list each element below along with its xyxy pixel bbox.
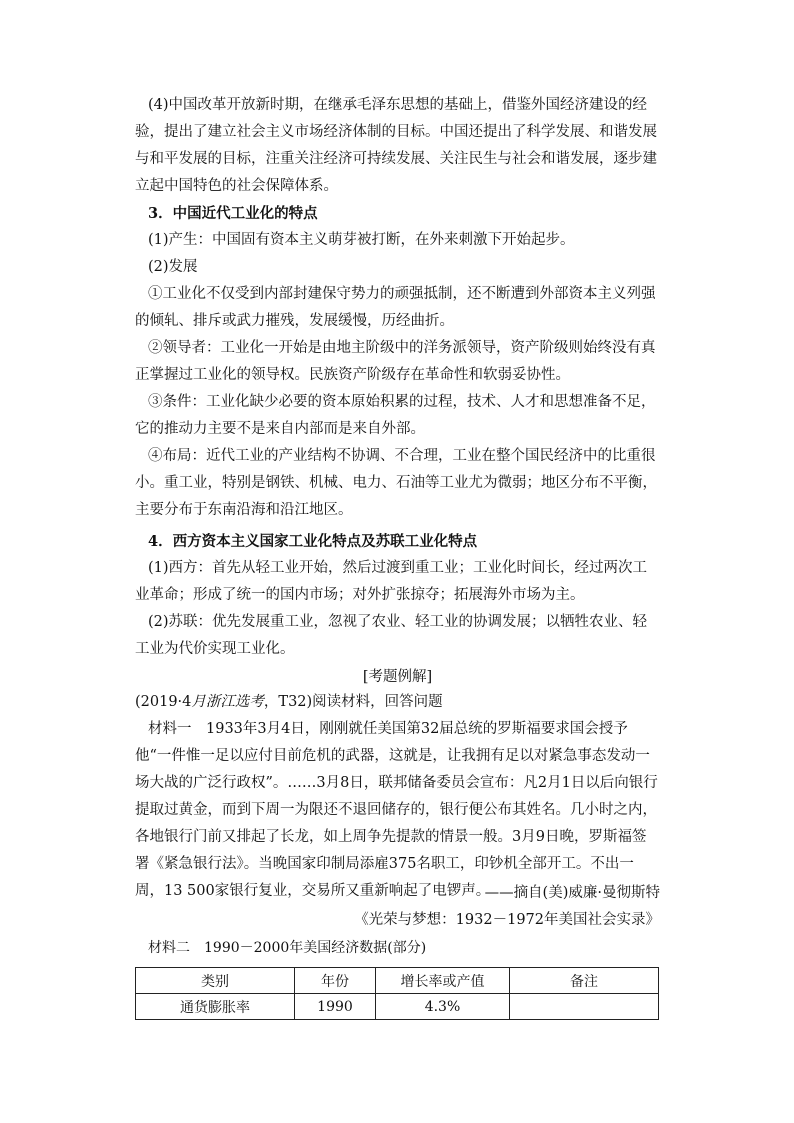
exam-source-suffix: ，T32)阅读材料，回答问题	[263, 694, 443, 710]
table-cell	[510, 994, 659, 1020]
economic-data-table	[135, 967, 659, 1020]
table-cell: 通货膨胀率	[136, 994, 295, 1020]
origin-paragraph: (1)产生：中国固有资本主义萌芽被打断，在外来刺激下开始起步。	[148, 232, 575, 248]
table-row	[136, 994, 659, 1020]
material-one-paragraph: 材料一 1933年3月4日，刚刚就任美国第32届总统的罗斯福要求国会授予他“一件惟一足以应付目前危机的武器，这就是，让我拥有足以对紧急事态发动一场大战的广泛行政权”。……3月8日，联邦储备委员会宣布：凡2月1日以后向银行提取过黄金，而到下周一为限还不退回储存的，银行便公布其姓名。几小时之内，各地银行门前又排起了长龙，如上周争先提款的情景一般。3月9日晚，罗斯福签署《紧急银行法》。当晚国家印制局添雇375名职工，印钞机全部开工。不出一周，13 500家银行复业，交易所又重新响起了电锣声。	[135, 721, 658, 899]
development-point-4: ④布局：近代工业的产业结构不协调、不合理，工业在整个国民经济中的比重很小。重工业，特别是钢铁、机械、电力、石油等工业尤为微弱；地区分布不平衡，主要分布于东南沿海和沿江地区。	[135, 448, 657, 518]
source-author: ——摘自(美)威廉·曼彻斯特	[484, 885, 660, 901]
exam-source-prefix: (2019·4	[135, 694, 192, 710]
exam-source-line	[135, 689, 660, 716]
material-two-title: 材料二 1990－2000年美国经济数据(部分)	[148, 940, 427, 956]
table-header-row	[136, 968, 659, 994]
exam-source-italic: 月浙江选考	[191, 694, 264, 710]
development-point-2: ②领导者：工业化一开始是由地主阶级中的洋务派领导，资产阶级则始终没有真正掌握过工业化的领导权。民族资产阶级存在革命性和软弱妥协性。	[135, 340, 656, 383]
table-header-cell: 备注	[510, 968, 659, 994]
heading-west-soviet: 4．西方资本主义国家工业化特点及苏联工业化特点	[148, 533, 478, 550]
reform-paragraph: (4)中国改革开放新时期，在继承毛泽东思想的基础上，借鉴外国经济建设的经验，提出了建立社会主义市场经济体制的目标。中国还提出了科学发展、和谐发展与和平发展的目标，注重关注经济可持续发展、关注民生与社会和谐发展，逐步建立起中国特色的社会保障体系。	[135, 97, 657, 194]
table-cell: 4.3%	[376, 994, 510, 1020]
table-cell: 1990	[295, 994, 376, 1020]
exam-example-title: [考题例解]	[362, 669, 433, 685]
table-header-cell: 增长率或产值	[376, 968, 510, 994]
heading-modern-industrialization: 3．中国近代工业化的特点	[148, 205, 318, 222]
table-header-cell: 年份	[295, 968, 376, 994]
development-point-3: ③条件：工业化缺少必要的资本原始积累的过程，技术、人才和思想准备不足，它的推动力主要不是来自内部而是来自外部。	[135, 394, 656, 437]
source-book: 《光荣与梦想：1932－1972年美国社会实录》	[354, 912, 660, 928]
development-point-1: ①工业化不仅受到内部封建保守势力的顽强抵制，还不断遭到外部资本主义列强的倾轧、排斥或武力摧残，发展缓慢，历经曲折。	[135, 286, 656, 329]
soviet-paragraph: (2)苏联：优先发展重工业，忽视了农业、轻工业的协调发展；以牺牲农业、轻工业为代价实现工业化。	[135, 614, 648, 657]
table-header-cell: 类别	[136, 968, 295, 994]
west-paragraph: (1)西方：首先从轻工业开始，然后过渡到重工业；工业化时间长，经过两次工业革命；形成了统一的国内市场；对外扩张掠夺；拓展海外市场为主。	[135, 560, 648, 603]
development-label: (2)发展	[148, 259, 198, 275]
